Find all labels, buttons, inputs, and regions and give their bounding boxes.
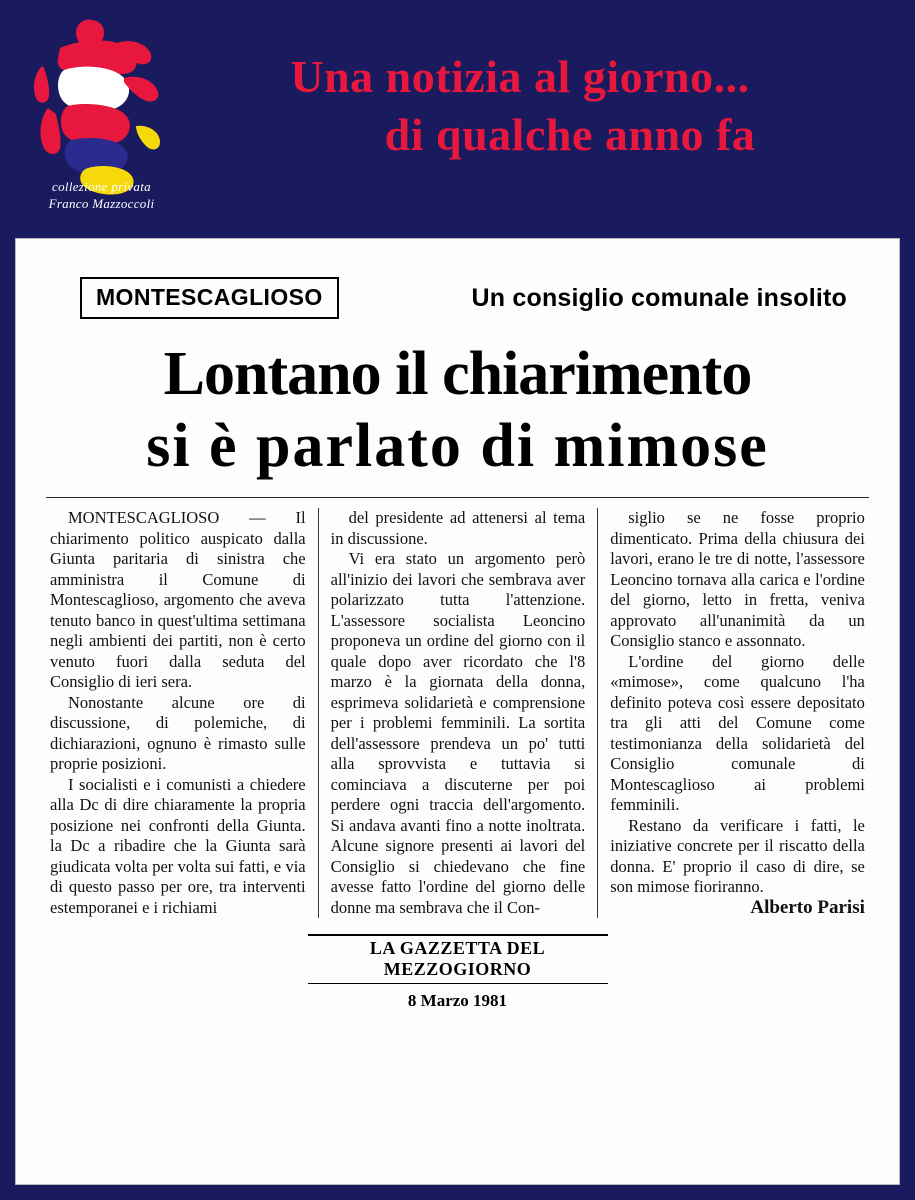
paragraph: Restano da verificare i fatti, le iniziative concrete per il riscatto della donna. E' proprio il caso di dire, se son mimose fioriranno. <box>610 815 865 896</box>
article-headline <box>44 339 871 483</box>
headline-line-2: si è parlato di mimose <box>146 412 769 480</box>
article-column-1 <box>38 508 318 918</box>
banner-title-line2: di qualche anno fa <box>384 109 756 160</box>
article-byline: Alberto Parisi <box>750 896 865 918</box>
banner-title <box>190 48 890 164</box>
article-columns <box>38 508 877 918</box>
paragraph: MONTESCAGLIOSO — Il chiarimento politico auspicato dalla Giunta paritaria di sinistra che amministra il Comune di Montescaglioso, argomento che aveva tenuto banco in quest'ultima settimana negli ambienti dei partiti, non è certo venuto fuori dalla seduta del Consiglio di ieri sera. <box>50 508 306 691</box>
paragraph: L'ordine del giorno delle «mimose», come qualcuno l'ha definito poteva così essere depositato tra gli atti del Comune come testimonianza della solidarietà del Consiglio comunale di Montescaglioso ai problemi femminili. <box>610 651 865 814</box>
article-column-3 <box>597 508 877 918</box>
source-footer <box>308 934 608 1011</box>
banner-title-line1: Una notizia al giorno... <box>290 51 750 102</box>
kicker-subtitle: Un consiglio comunale insolito <box>471 283 847 312</box>
paragraph: Vi era stato un argomento però all'inizio dei lavori che sembrava aver polarizzato tutta l'attenzione. L'assessore socialista Leoncino proponeva un ordine del giorno con il quale dopo aver ricordato che l'8 marzo è la giornata della donna, esprimeva solidarietà e comprensione per i problemi femminili. La sortita dell'assessore prendeva un po' tutti alla sprovvista e tuttavia si cominciava a discuterne per poi perdere ogni traccia dell'argomento. Si andava avanti fino a notte inoltrata. Alcune signore presenti ai lavori del Consiglio si chiedevano che fine avesse fatto l'ordine del giorno delle donne ma sembrava che il Con- <box>330 549 586 917</box>
paragraph: siglio se ne fosse proprio dimenticato. Prima della chiusura dei lavori, erano le tre di notte, l'assessore Leoncino tornava alla carica e l'ordine del giorno, letto in fretta, veniva approvato all'unanimità da un Consiglio stanco e assonnato. <box>610 508 865 650</box>
source-name: LA GAZZETTA DEL MEZZOGIORNO <box>308 934 608 984</box>
paragraph: del presidente ad attenersi al tema in discussione. <box>330 508 586 548</box>
article-column-2 <box>318 508 598 918</box>
logo-caption-line2: Franco Mazzoccoli <box>48 196 155 211</box>
logo-caption-line1: collezione privata <box>52 179 151 194</box>
paragraph: Nonostante alcune ore di discussione, di polemiche, di dichiarazioni, ognuno è rimasto sulle proprie posizioni. <box>50 692 306 773</box>
source-date: 8 Marzo 1981 <box>407 991 508 1010</box>
header-banner <box>0 0 915 238</box>
logo-caption <box>14 178 189 212</box>
kicker-row <box>80 277 847 319</box>
kicker-location: MONTESCAGLIOSO <box>80 277 339 319</box>
newspaper-clipping <box>15 238 900 1185</box>
paragraph: I socialisti e i comunisti a chiedere alla Dc di dire chiaramente la propria posizione nei confronti della Giunta. la Dc a ribadire che la Giunta sarà giudicata volta per volta sui fatti, e via di questo passo per ore, tra interventi estemporanei e i richiami <box>50 774 306 917</box>
headline-rule <box>46 497 869 498</box>
headline-line-1: Lontano il chiarimento <box>163 340 752 408</box>
